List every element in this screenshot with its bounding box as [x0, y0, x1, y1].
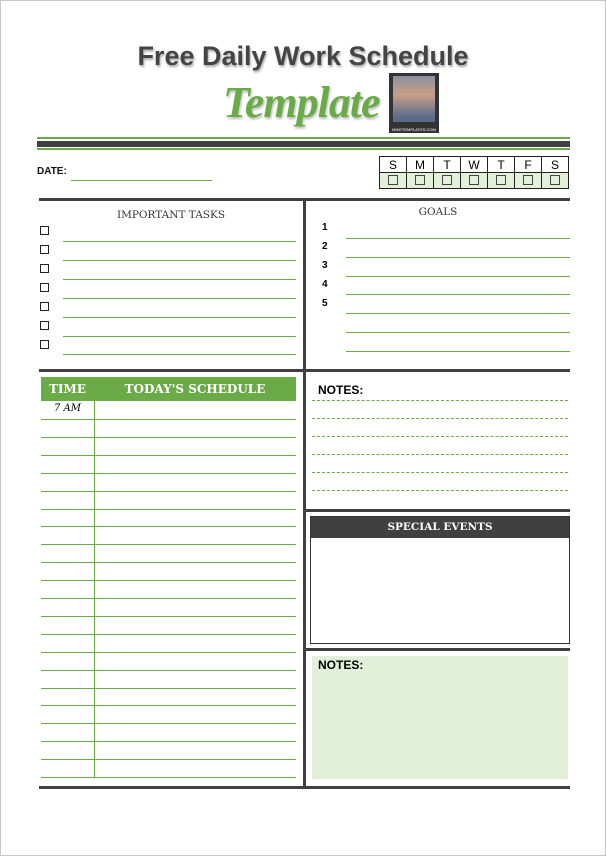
goal-line[interactable] — [346, 294, 570, 295]
day-label: F — [515, 157, 542, 173]
task-line[interactable] — [63, 354, 296, 355]
task-line[interactable] — [63, 317, 296, 318]
schedule-row-line[interactable] — [41, 723, 296, 724]
schedule-row-line[interactable] — [41, 419, 296, 420]
day-checkbox[interactable] — [434, 173, 461, 189]
schedule-title: TODAY'S SCHEDULE — [124, 382, 266, 396]
tasks-title: IMPORTANT TASKS — [116, 209, 226, 221]
time-header: TIME — [49, 382, 86, 396]
goal-line[interactable] — [346, 257, 570, 258]
day-checkbox[interactable] — [461, 173, 488, 189]
day-label: T — [488, 157, 515, 173]
task-checkbox[interactable] — [40, 226, 49, 235]
weekday-selector — [379, 156, 569, 189]
notes-line[interactable] — [312, 436, 568, 437]
schedule-row-line[interactable] — [41, 544, 296, 545]
divider — [37, 148, 570, 150]
notes-line[interactable] — [312, 454, 568, 455]
schedule-row-line[interactable] — [41, 759, 296, 760]
checkbox-icon — [496, 175, 506, 185]
schedule-row-line[interactable] — [41, 652, 296, 653]
checkbox-icon — [442, 175, 452, 185]
notes-label: NOTES: — [318, 658, 364, 672]
task-line[interactable] — [63, 279, 296, 280]
task-line[interactable] — [63, 336, 296, 337]
checkbox-icon — [550, 175, 560, 185]
goal-line[interactable] — [346, 351, 570, 352]
divider — [305, 509, 570, 512]
schedule-row-line[interactable] — [41, 580, 296, 581]
schedule-row-line[interactable] — [41, 509, 296, 510]
schedule-row-line[interactable] — [41, 562, 296, 563]
schedule-row-line[interactable] — [41, 437, 296, 438]
day-label: M — [407, 157, 434, 173]
goal-line[interactable] — [346, 313, 570, 314]
task-checkbox[interactable] — [40, 245, 49, 254]
task-line[interactable] — [63, 298, 296, 299]
date-field[interactable] — [71, 180, 212, 181]
divider — [305, 648, 570, 651]
day-label: S — [380, 157, 407, 173]
notes-line[interactable] — [312, 400, 568, 401]
day-checkbox[interactable] — [380, 173, 407, 189]
photo-caption: MIKETEMPLATES.COM — [392, 127, 436, 132]
divider — [37, 137, 570, 139]
notes-line[interactable] — [312, 472, 568, 473]
checkbox-icon — [388, 175, 398, 185]
task-line[interactable] — [63, 260, 296, 261]
special-events-title: SPECIAL EVENTS — [311, 517, 569, 538]
schedule-row-line[interactable] — [41, 598, 296, 599]
special-events-box[interactable] — [310, 516, 570, 644]
goal-line[interactable] — [346, 238, 570, 239]
goal-number: 5 — [322, 298, 328, 309]
schedule-row-line[interactable] — [41, 491, 296, 492]
goals-title: GOALS — [418, 206, 458, 218]
day-checkbox[interactable] — [542, 173, 569, 189]
schedule-row-line[interactable] — [41, 670, 296, 671]
task-line[interactable] — [63, 241, 296, 242]
notes-line[interactable] — [312, 418, 568, 419]
checkbox-icon — [523, 175, 533, 185]
schedule-row-line[interactable] — [41, 455, 296, 456]
divider — [39, 786, 570, 789]
date-label: DATE: — [37, 166, 67, 177]
schedule-row-line[interactable] — [41, 634, 296, 635]
schedule-row-line[interactable] — [41, 526, 296, 527]
task-checkbox[interactable] — [40, 302, 49, 311]
schedule-row-line[interactable] — [41, 777, 296, 778]
divider — [37, 141, 570, 147]
task-checkbox[interactable] — [40, 340, 49, 349]
day-label: W — [461, 157, 488, 173]
task-checkbox[interactable] — [40, 264, 49, 273]
schedule-row-line[interactable] — [41, 688, 296, 689]
goal-number: 2 — [322, 241, 328, 252]
goal-number: 3 — [322, 260, 328, 271]
task-checkbox[interactable] — [40, 283, 49, 292]
notes-line[interactable] — [312, 490, 568, 491]
page-subtitle: Template — [223, 78, 380, 127]
task-checkbox[interactable] — [40, 321, 49, 330]
schedule-row-line[interactable] — [41, 473, 296, 474]
schedule-row-line[interactable] — [41, 616, 296, 617]
page-title: Free Daily Work Schedule — [137, 41, 469, 71]
day-checkbox[interactable] — [488, 173, 515, 189]
time-slot-label: 7 AM — [53, 403, 81, 414]
notes-area[interactable] — [312, 656, 568, 779]
notes-label: NOTES: — [318, 383, 364, 397]
goal-number: 4 — [322, 279, 328, 290]
schedule-column-divider — [94, 401, 95, 777]
checkbox-icon — [469, 175, 479, 185]
day-label: T — [434, 157, 461, 173]
day-checkbox[interactable] — [407, 173, 434, 189]
goal-line[interactable] — [346, 276, 570, 277]
schedule-header — [41, 377, 296, 401]
divider — [39, 369, 570, 372]
schedule-row-line[interactable] — [41, 741, 296, 742]
goal-number: 1 — [322, 222, 328, 233]
day-checkbox[interactable] — [515, 173, 542, 189]
divider — [303, 198, 306, 789]
goal-line[interactable] — [346, 332, 570, 333]
checkbox-icon — [415, 175, 425, 185]
author-photo — [389, 73, 439, 133]
schedule-row-line[interactable] — [41, 705, 296, 706]
day-label: S — [542, 157, 569, 173]
